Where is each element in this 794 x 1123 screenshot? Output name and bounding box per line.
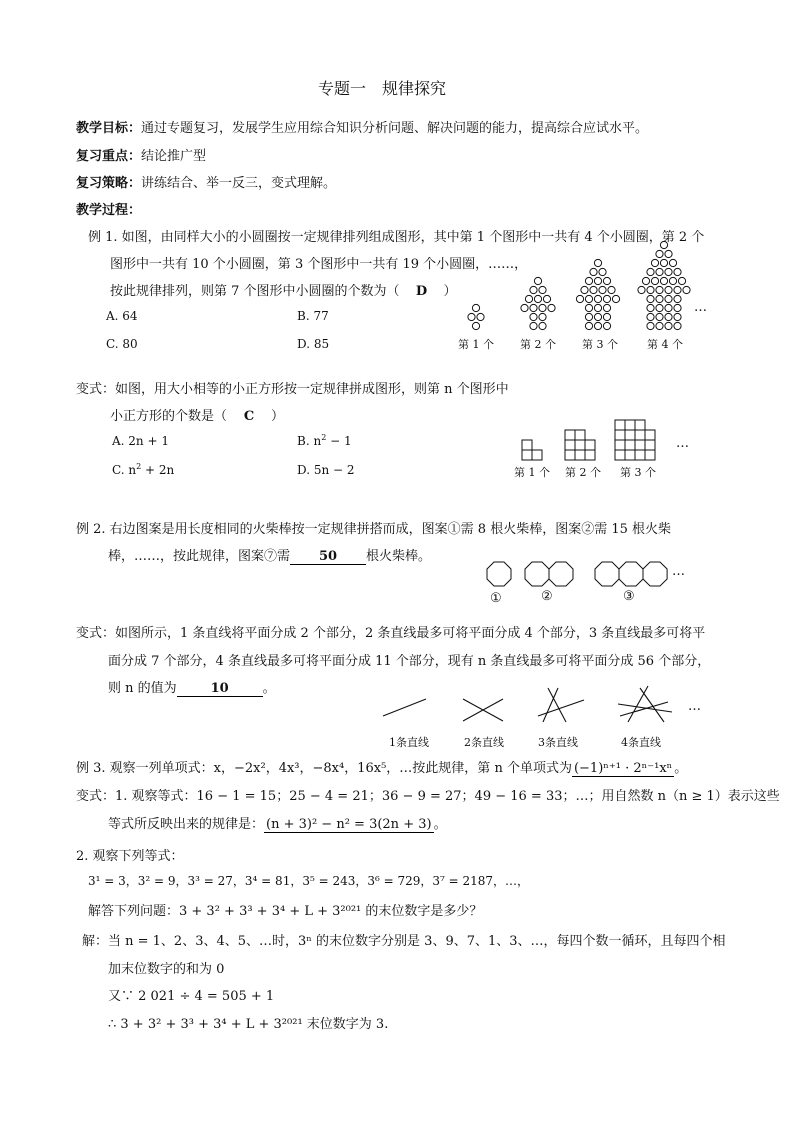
small-circle [647,286,654,293]
circle-fig-caption-3: 第 3 个 [582,338,618,351]
small-circle [477,313,484,320]
ex2-line2-end: 根火柴棒。 [366,549,432,564]
var1-option-b-exp: 2 [321,433,327,442]
small-circle [678,277,685,284]
small-circle [656,313,663,320]
octagon-shape [643,562,667,586]
page-title: 专题一 规律探究 [318,79,447,98]
small-circle [647,268,654,275]
line-fig-ellipsis: … [688,699,701,714]
small-circle [472,322,479,329]
three-lines-figure [538,688,584,722]
four-lines-figure [618,686,672,722]
review-focus [76,145,206,164]
review-strategy-text: 讲练结合、举一反三，变式理解。 [141,176,337,191]
small-circle [521,304,528,311]
var1-line1: 变式：如图，用大小相等的小正方形按一定规律拼成图形，则第 n 个图形中 [76,382,509,397]
ex1-option-c: C. 80 [106,337,138,351]
square-fig-3 [615,420,655,460]
small-circle [660,259,667,266]
ex2-question: 棒，……，按此规律，图案⑦需 [108,549,291,564]
small-circle [665,313,672,320]
var2-line3 [108,677,276,697]
q2-question: 解答下列问题：3 + 3² + 3³ + 3⁴ + L + 3²⁰²¹ 的末位数字是多少？ [88,904,483,919]
line-caption-2: 2条直线 [464,736,504,749]
two-lines-figure [463,699,503,721]
small-circle [472,304,479,311]
octagon-caption-3: ③ [623,589,635,604]
ex1-line1: 例 1. 如图，由同样大小的小圆圈按一定规律排列组成图形，其中第 1 个图形中一共有 4 个小圆圈，第 2 个 [88,230,705,245]
small-circle [656,304,663,311]
one-line-figure [383,699,426,716]
small-circle [599,268,606,275]
octagon-shape [619,562,643,586]
small-circle [590,268,597,275]
line-caption-4: 4条直线 [621,736,661,749]
small-circle [585,277,592,284]
review-strategy-label: 复习策略： [76,176,142,191]
small-circle [585,322,592,329]
var1-answer: C [243,409,255,424]
square-fig-1 [522,440,542,460]
octagon-caption-2: ② [541,589,553,604]
review-strategy [76,172,336,191]
small-circle [660,277,667,284]
small-circle [525,295,532,302]
var2-line2: 面分成 7 个部分，4 条直线最多可将平面分成 11 个部分，现有 n 条直线最多可将平面分成 56 个部分， [108,654,711,669]
octagon-shape [525,562,549,586]
square-fig-caption-2: 第 2 个 [565,466,601,479]
small-circle [674,322,681,329]
circle-figure-2 [521,277,555,329]
small-circle [674,304,681,311]
square-fig-2 [565,430,595,460]
ex3-question: 例 3. 观察一列单项式：x，−2x²，4x³，−8x⁴，16x⁵，…按此规律，第 n 个单项式为 [76,761,572,776]
small-circle [647,304,654,311]
ex2-line1: 例 2. 右边图案是用长度相同的火柴棒按一定规律拼搭而成，图案①需 8 根火柴棒，图案②需 15 根火柴 [76,522,672,537]
var1-question: 小正方形的个数是（ [110,409,228,424]
ex3-end: 。 [674,761,688,776]
ex2-answer: 50 [290,549,366,565]
small-circle [674,295,681,302]
small-circle [534,277,541,284]
small-circle [603,277,610,284]
var1-option-a: A. 2n + 1 [112,434,169,448]
small-circle [674,286,681,293]
small-circle [585,313,592,320]
q2-solution-line1: 解：当 n = 1、2、3、4、5、…时，3ⁿ 的末位数字分别是 3、9、7、1、3、…，每四个数一循环，且每四个相 [82,934,726,949]
var2-line3-end: 。 [262,681,276,696]
square-fig-caption-3: 第 3 个 [620,466,656,479]
q2-solution-line4: ∴ 3 + 3² + 3³ + 3⁴ + L + 3²⁰²¹ 末位数字为 3. [108,1017,389,1032]
small-circle [647,313,654,320]
circle-fig-caption-2: 第 2 个 [520,338,556,351]
small-circle [665,304,672,311]
ex1-line3 [110,280,457,299]
small-circle [608,286,615,293]
small-circle [581,286,588,293]
octagon-caption-1: ① [490,591,502,606]
var3-end: 。 [433,817,447,832]
teaching-goal [76,117,648,136]
small-circle [539,286,546,293]
small-circle [603,304,610,311]
q2-solution-line2: 加末位数字的和为 0 [108,962,225,977]
small-circle [647,295,654,302]
small-circle [603,295,610,302]
small-circle [665,268,672,275]
ex3-line [76,757,687,777]
small-circle [530,286,537,293]
small-circle [656,322,663,329]
ex2-line2 [108,545,431,565]
small-circle [534,295,541,302]
small-circle [585,304,592,311]
small-circle [612,295,619,302]
var1-option-c-base: C. n [112,463,137,477]
q2-equations: 3¹ = 3，3² = 9，3³ = 27，3⁴ = 81，3⁵ = 243，3⁶ = 729，3⁷ = 2187，…， [88,874,530,888]
circle-figure-1 [468,304,484,329]
circle-fig-caption-4: 第 4 个 [647,338,683,351]
line-caption-1: 1条直线 [389,736,429,749]
small-circle [594,313,601,320]
small-circle [651,277,658,284]
small-circle [683,286,690,293]
ex1-option-b: B. 77 [297,309,329,323]
var1-option-b-rest: − 1 [326,434,352,448]
small-circle [603,322,610,329]
octagon-shape [549,562,573,586]
small-circle [599,286,606,293]
small-circle [656,295,663,302]
small-circle [594,295,601,302]
circle-figure-3 [576,259,619,329]
small-circle [669,277,676,284]
circle-fig-ellipsis: … [694,300,707,315]
review-focus-text: 结论推广型 [141,149,207,164]
small-circle [539,313,546,320]
circle-fig-caption-1: 第 1 个 [458,338,494,351]
ex1-option-d: D. 85 [297,337,330,351]
small-circle [638,286,645,293]
small-circle [548,304,555,311]
ex1-answer: D [415,284,428,299]
q2-heading: 2. 观察下列等式： [76,849,184,864]
small-circle [539,304,546,311]
small-circle [530,322,537,329]
var1-line2 [110,405,284,424]
small-circle [674,313,681,320]
small-circle [576,295,583,302]
octagon-ellipsis: … [672,564,685,579]
var1-option-c [112,463,174,477]
var1-paren-close: ） [271,409,285,424]
small-circle [669,259,676,266]
var1-option-b [297,434,352,448]
ex1-line2: 图形中一共有 10 个小圆圈，第 3 个图形中一共有 19 个小圆圈，……， [110,257,528,272]
small-circle [543,295,550,302]
square-fig-caption-1: 第 1 个 [514,466,550,479]
var2-answer: 10 [177,681,263,697]
var2-line1: 变式：如图所示，1 条直线将平面分成 2 个部分，2 条直线最多可将平面分成 4 个部分，3 条直线最多可将平 [76,626,706,641]
octagon-shape [487,562,511,586]
teaching-goal-text: 通过专题复习，发展学生应用综合知识分析问题、解决问题的能力，提高综合应试水平。 [141,121,649,136]
q2-solution-line3: 又∵ 2 021 ÷ 4 = 505 + 1 [108,989,275,1004]
small-circle [603,313,610,320]
ex1-question: 按此规律排列，则第 7 个图形中小圆圈的个数为（ [110,284,400,299]
small-circle [530,313,537,320]
small-circle [594,277,601,284]
var1-option-c-rest: + 2n [141,463,175,477]
small-circle [665,250,672,257]
small-circle [647,322,654,329]
var3-answer: (n + 3)² − n² = 3(2n + 3) [266,817,432,832]
small-circle [590,286,597,293]
small-circle [468,313,475,320]
small-circle [656,250,663,257]
small-circle [594,322,601,329]
var2-question: 则 n 的值为 [108,681,177,696]
teaching-process-label: 教学过程： [76,203,142,218]
octagon-figure-2 [525,562,573,586]
small-circle [665,322,672,329]
small-circle [530,304,537,311]
small-circle [656,286,663,293]
circle-figure-4 [638,241,690,329]
var3-question: 等式所反映出来的规律是： [108,817,265,832]
review-focus-label: 复习重点： [76,149,142,164]
line-caption-3: 3条直线 [538,736,578,749]
small-circle [594,259,601,266]
octagon-shape [595,562,619,586]
var3-line2 [108,813,447,833]
ex3-answer: (−1)ⁿ⁺¹ · 2ⁿ⁻¹xⁿ [573,761,673,776]
small-circle [665,295,672,302]
small-circle [656,268,663,275]
var1-option-c-exp: 2 [136,462,142,471]
small-circle [642,277,649,284]
ex1-option-a: A. 64 [106,309,138,323]
var1-option-b-base: B. n [297,434,322,448]
small-circle [585,295,592,302]
small-circle [674,268,681,275]
small-circle [594,304,601,311]
small-circle [651,259,658,266]
ex1-paren-close: ） [443,284,457,299]
teaching-goal-label: 教学目标： [76,121,142,136]
small-circle [665,286,672,293]
square-fig-ellipsis: … [676,436,689,451]
small-circle [539,322,546,329]
var1-option-d: D. 5n − 2 [297,463,355,477]
octagon-figure-3 [595,562,667,586]
var3-line1: 变式：1. 观察等式：16 − 1 = 15；25 − 4 = 21；36 − 9 = 27；49 − 16 = 33；…；用自然数 n（n ≥ 1）表示这些 [76,789,780,804]
octagon-figure-1 [487,562,511,586]
